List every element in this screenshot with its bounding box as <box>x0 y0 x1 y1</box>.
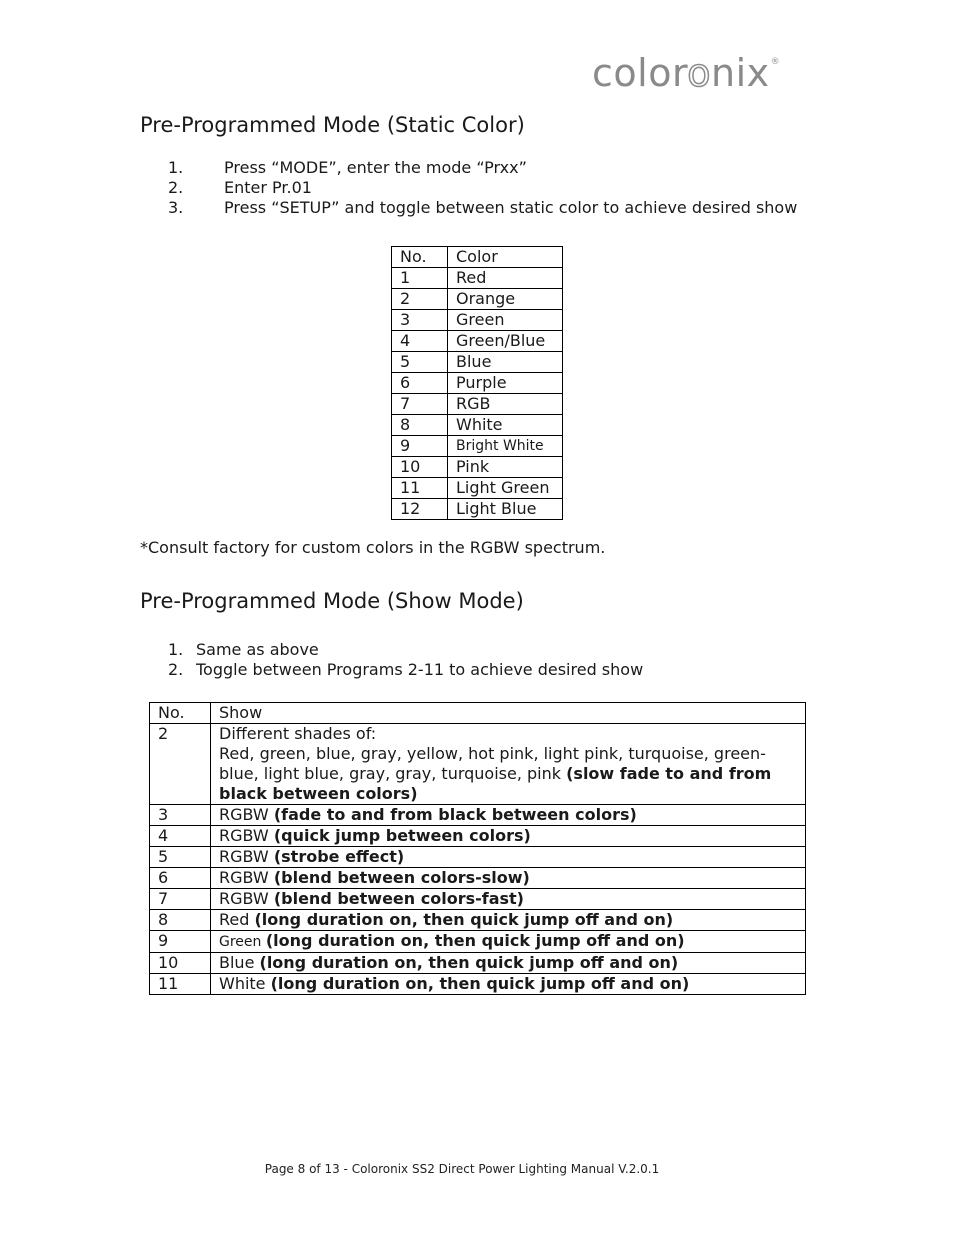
table-cell: Pink <box>448 457 563 478</box>
table-cell: 7 <box>392 394 448 415</box>
table-cell: 12 <box>392 499 448 520</box>
show-mode-table <box>149 702 806 995</box>
table-row <box>392 415 563 436</box>
table-cell: Purple <box>448 373 563 394</box>
table-row <box>150 889 806 910</box>
custom-colors-note: *Consult factory for custom colors in the RGBW spectrum. <box>140 538 606 557</box>
table-cell: Bright White <box>448 436 563 457</box>
list-item: 3. Press “SETUP” and toggle between static color to achieve desired show <box>168 198 798 217</box>
table-cell: 7 <box>150 889 211 910</box>
table-row <box>392 289 563 310</box>
table-cell: 2 <box>150 724 211 805</box>
table-row <box>392 373 563 394</box>
list-item: 1. Press “MODE”, enter the mode “Prxx” <box>168 158 527 177</box>
table-row <box>150 805 806 826</box>
page-footer: Page 8 of 13 - Coloronix SS2 Direct Power Lighting Manual V.2.0.1 <box>264 1162 660 1176</box>
table-row <box>150 847 806 868</box>
table-cell: RGBW (strobe effect) <box>211 847 806 868</box>
table-cell: Red <box>448 268 563 289</box>
table-row <box>392 436 563 457</box>
steps-list-static <box>168 158 797 218</box>
section-title-static: Pre-Programmed Mode (Static Color) <box>140 113 525 137</box>
table-cell: Red (long duration on, then quick jump off and on) <box>211 910 806 931</box>
table-cell: 1 <box>392 268 448 289</box>
table-row <box>150 724 806 805</box>
table-cell: Green <box>448 310 563 331</box>
steps-list-show <box>168 640 643 680</box>
table-cell: 8 <box>392 415 448 436</box>
table-cell: 11 <box>150 974 211 995</box>
table-cell: No. <box>150 703 211 724</box>
table-row <box>392 457 563 478</box>
table-cell: 9 <box>392 436 448 457</box>
table-cell: Color <box>448 247 563 268</box>
table-cell: Light Blue <box>448 499 563 520</box>
table-header-row <box>392 247 563 268</box>
table-row <box>150 974 806 995</box>
table-cell: Green (long duration on, then quick jump off and on) <box>211 931 806 953</box>
brand-logo: coloronix® <box>592 51 781 95</box>
table-cell: RGBW (blend between colors-slow) <box>211 868 806 889</box>
section-title-show: Pre-Programmed Mode (Show Mode) <box>140 589 524 613</box>
table-row <box>392 310 563 331</box>
table-cell: Blue (long duration on, then quick jump off and on) <box>211 953 806 974</box>
table-cell: RGB <box>448 394 563 415</box>
table-header-row <box>150 703 806 724</box>
table-cell: 5 <box>392 352 448 373</box>
table-cell: White <box>448 415 563 436</box>
table-cell: RGBW (quick jump between colors) <box>211 826 806 847</box>
table-row <box>150 931 806 953</box>
table-cell: 6 <box>392 373 448 394</box>
table-cell: 8 <box>150 910 211 931</box>
table-cell: 2 <box>392 289 448 310</box>
list-item: 2. Toggle between Programs 2-11 to achieve desired show <box>168 660 644 679</box>
list-item: 2. Enter Pr.01 <box>168 178 312 197</box>
table-row <box>392 394 563 415</box>
table-row <box>392 331 563 352</box>
table-row <box>150 826 806 847</box>
table-cell: Green/Blue <box>448 331 563 352</box>
table-row <box>392 352 563 373</box>
table-cell: RGBW (blend between colors-fast) <box>211 889 806 910</box>
table-cell: Show <box>211 703 806 724</box>
table-cell: Blue <box>448 352 563 373</box>
table-cell: 3 <box>150 805 211 826</box>
table-row <box>150 910 806 931</box>
table-cell: 4 <box>150 826 211 847</box>
table-cell: 11 <box>392 478 448 499</box>
table-row <box>150 868 806 889</box>
table-cell: 3 <box>392 310 448 331</box>
table-row <box>392 268 563 289</box>
table-cell: 4 <box>392 331 448 352</box>
table-row <box>392 499 563 520</box>
table-cell: No. <box>392 247 448 268</box>
table-cell: 9 <box>150 931 211 953</box>
table-cell: Orange <box>448 289 563 310</box>
table-cell: 10 <box>150 953 211 974</box>
table-cell: 10 <box>392 457 448 478</box>
table-row <box>392 478 563 499</box>
table-cell: White (long duration on, then quick jump off and on) <box>211 974 806 995</box>
table-cell: Light Green <box>448 478 563 499</box>
static-color-table <box>391 246 563 520</box>
table-cell: RGBW (fade to and from black between colors) <box>211 805 806 826</box>
list-item: 1. Same as above <box>168 640 319 659</box>
table-row <box>150 953 806 974</box>
table-cell: 6 <box>150 868 211 889</box>
table-cell: 5 <box>150 847 211 868</box>
table-cell: Different shades of: Red, green, blue, gray, yellow, hot pink, light pink, turquoise, green-blue, light blue, gray, gray, turquoise, pink (slow fade to and from black between colors) <box>211 724 806 805</box>
